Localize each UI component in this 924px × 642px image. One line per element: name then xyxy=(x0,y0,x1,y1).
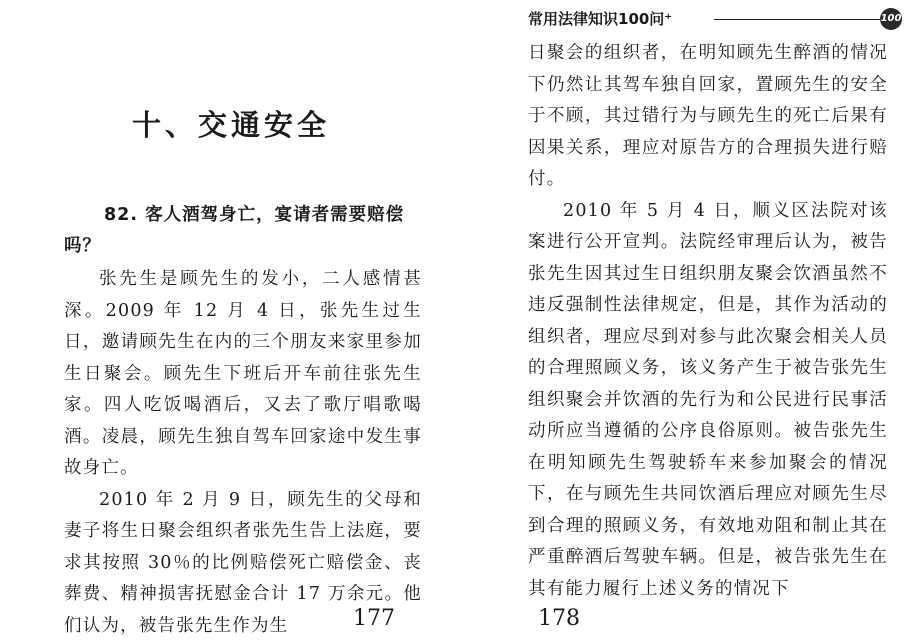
page-number: 177 xyxy=(353,606,395,631)
question-title: 82. 客人酒驾身亡，宴请者需要赔偿吗？ xyxy=(64,200,422,262)
paragraph: 日聚会的组织者，在明知顾先生醉酒的情况下仍然让其驾车独自回家，置顾先生的安全于不顾，其过错行为与顾先生的死亡后果有因果关系，理应对原告方的合理损失进行赔付。 xyxy=(528,38,888,196)
header-badge: 100 xyxy=(880,8,902,30)
chapter-title: 十、交通安全 xyxy=(0,103,462,144)
left-body-text xyxy=(64,264,422,642)
paragraph: 2010 年 2 月 9 日，顾先生的父母和妻子将生日聚会组织者张先生告上法庭，要求其按照 30％的比例赔偿死亡赔偿金、丧葬费、精神损害抚慰金合计 17 万余元。他们认为，被告张先生作为生 xyxy=(64,485,422,642)
running-header xyxy=(528,7,902,31)
header-divider xyxy=(714,19,880,20)
right-body-text xyxy=(528,38,888,605)
left-page xyxy=(0,0,462,640)
paragraph: 2010 年 5 月 4 日，顺义区法院对该案进行公开宣判。法院经审理后认为，被告张先生因其过生日组织朋友聚会饮酒虽然不违反强制性法律规定，但是，其作为活动的组织者，理应尽到对参与此次聚会相关人员的合理照顾义务，该义务产生于被告张先生组织聚会并饮酒的先行为和公民进行民事活动所应当遵循的公序良俗原则。被告张先生在明知顾先生驾驶轿车来参加聚会的情况下，在与顾先生共同饮酒后理应对顾先生尽到合理的照顾义务，有效地劝阻和制止其在严重醉酒后驾驶车辆。但是，被告张先生在其有能力履行上述义务的情况下 xyxy=(528,196,888,606)
right-page xyxy=(462,0,924,640)
paragraph: 张先生是顾先生的发小，二人感情甚深。2009 年 12 月 4 日，张先生过生日，邀请顾先生在内的三个朋友来家里参加生日聚会。顾先生下班后开车前往张先生家。四人吃饭喝酒后，又去了歌厅唱歌喝酒。凌晨，顾先生独自驾车回家途中发生事故身亡。 xyxy=(64,264,422,485)
page-number: 178 xyxy=(538,606,580,631)
running-header-title: 常用法律知识100问⁺ xyxy=(528,7,672,31)
